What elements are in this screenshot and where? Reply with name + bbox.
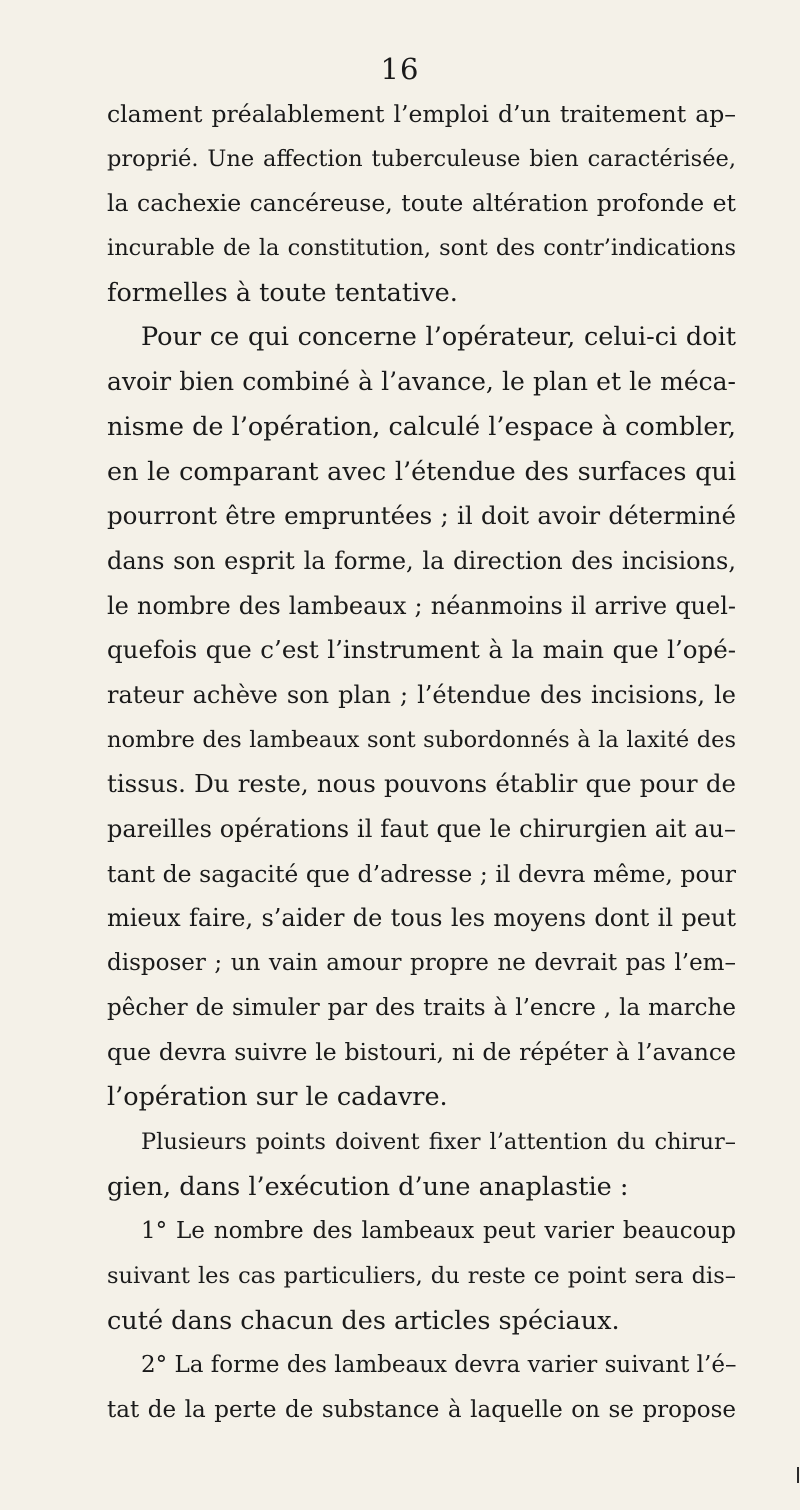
text-line: tat de la perte de substance à laquelle on se propose (107, 1396, 736, 1423)
body-text (107, 92, 736, 1433)
text-line: mieux faire, s’aider de tous les moyens dont il peut (107, 904, 736, 933)
text-line: suivant les cas particuliers, du reste ce point sera dis– (107, 1262, 736, 1289)
text-line: Pour ce qui concerne l’opérateur, celui-ci doit (141, 322, 736, 353)
text-line: quefois que c’est l’instrument à la main que l’opé- (107, 635, 736, 665)
text-line: que devra suivre le bistouri, ni de répéter à l’avance (107, 1038, 736, 1067)
text-line: disposer ; un vain amour propre ne devrait pas l’em– (107, 950, 736, 977)
text-line: clament préalablement l’emploi d’un traitement ap– (107, 100, 736, 128)
text-line: pêcher de simuler par des traits à l’encre , la marche (107, 994, 736, 1021)
page-number: 16 (380, 52, 420, 86)
text-line: 1° Le nombre des lambeaux peut varier beaucoup (141, 1218, 736, 1245)
text-line: tant de sagacité que d’adresse ; il devra même, pour (107, 859, 736, 888)
text-line: rateur achève son plan ; l’étendue des incisions, le (107, 680, 736, 709)
text-line: gien, dans l’exécution d’une anaplastie : (107, 1171, 629, 1202)
text-line: l’opération sur le cadavre. (107, 1082, 448, 1113)
text-line: nisme de l’opération, calculé l’espace à combler, (107, 411, 736, 442)
text-line: dans son esprit la forme, la direction des incisions, (107, 546, 736, 575)
text-line: avoir bien combiné à l’avance, le plan et le méca- (107, 367, 736, 397)
text-line: pareilles opérations il faut que le chirurgien ait au– (107, 815, 736, 843)
text-line: pourront être empruntées ; il doit avoir déterminé (107, 501, 736, 531)
text-line: nombre des lambeaux sont subordonnés à la laxité des (107, 726, 736, 753)
text-line: tissus. Du reste, nous pouvons établir que pour de (107, 769, 736, 799)
text-line: formelles à toute tentative. (107, 277, 458, 308)
text-line: proprié. Une affection tuberculeuse bien caractérisée, (107, 145, 736, 172)
text-line: en le comparant avec l’étendue des surfaces qui (107, 456, 736, 487)
text-line: incurable de la constitution, sont des contr’indications (107, 235, 736, 262)
text-line: la cachexie cancéreuse, toute altération profonde et (107, 189, 736, 218)
text-line: 2° La forme des lambeaux devra varier suivant l’é– (141, 1352, 737, 1379)
scan-mark (797, 1467, 799, 1483)
text-line: cuté dans chacun des articles spéciaux. (107, 1305, 620, 1336)
text-line: le nombre des lambeaux ; néanmoins il arrive quel- (107, 591, 736, 620)
text-line: Plusieurs points doivent fixer l’attention du chirur– (141, 1128, 736, 1155)
